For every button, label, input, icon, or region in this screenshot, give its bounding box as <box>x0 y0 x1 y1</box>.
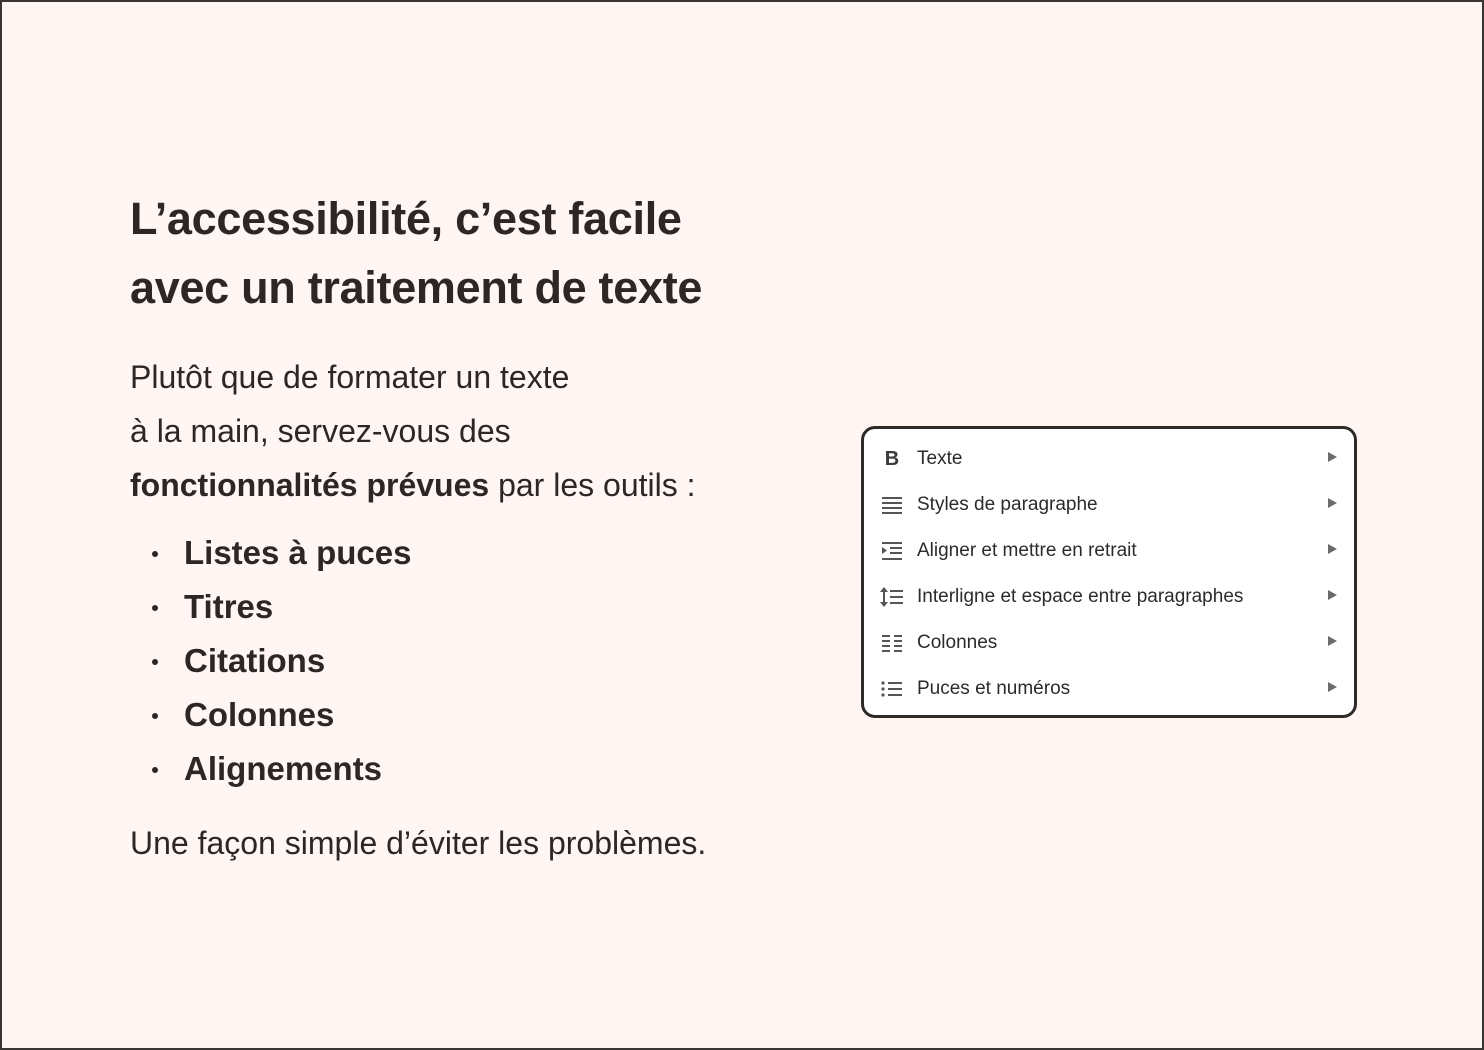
columns-icon <box>880 631 904 655</box>
list-item-label: Listes à puces <box>184 534 412 571</box>
indent-icon <box>880 539 904 563</box>
bold-icon: B <box>884 447 900 470</box>
list-item-label: Citations <box>184 642 326 679</box>
bullet-dot-icon <box>152 659 158 665</box>
list-item <box>130 742 810 796</box>
list-item-label: Colonnes <box>184 696 335 733</box>
list-item-label: Titres <box>184 588 274 625</box>
bullet-dot-icon <box>152 767 158 773</box>
list-item <box>130 634 810 688</box>
menu-item-aligner[interactable] <box>864 528 1354 574</box>
bullet-dot-icon <box>152 605 158 611</box>
bullet-dot-icon <box>152 551 158 557</box>
menu-item-label: Styles de paragraphe <box>917 494 1098 515</box>
feature-list <box>130 526 810 796</box>
menu-item-label: Colonnes <box>917 632 998 653</box>
title-line-1: L’accessibilité, c’est facile <box>130 193 682 244</box>
intro-paragraph <box>130 350 810 512</box>
intro-line-3-rest: par les outils : <box>489 467 696 503</box>
intro-line-3 <box>130 458 810 512</box>
intro-emphasis: fonctionnalités prévues <box>130 467 490 503</box>
submenu-arrow-icon <box>1328 682 1337 692</box>
menu-item-label: Interligne et espace entre paragraphes <box>917 586 1244 607</box>
line-spacing-icon <box>880 585 904 609</box>
menu-item-label: Texte <box>917 448 963 469</box>
page-title <box>130 184 810 322</box>
menu-item-puces-et-numeros[interactable] <box>864 666 1354 712</box>
intro-line-2: à la main, servez-vous des <box>130 413 511 449</box>
content-column <box>130 184 810 870</box>
intro-line-1: Plutôt que de formater un texte <box>130 359 570 395</box>
submenu-arrow-icon <box>1328 544 1337 554</box>
title-line-2: avec un traitement de texte <box>130 262 703 313</box>
format-menu <box>861 426 1357 718</box>
menu-item-label: Aligner et mettre en retrait <box>917 540 1137 561</box>
bulleted-list-icon <box>880 677 904 701</box>
bullet-dot-icon <box>152 713 158 719</box>
submenu-arrow-icon <box>1328 452 1337 462</box>
list-item <box>130 526 810 580</box>
list-item <box>130 688 810 742</box>
menu-item-interligne[interactable] <box>864 574 1354 620</box>
menu-item-styles-de-paragraphe[interactable] <box>864 482 1354 528</box>
menu-item-label: Puces et numéros <box>917 678 1071 699</box>
menu-item-colonnes[interactable] <box>864 620 1354 666</box>
submenu-arrow-icon <box>1328 590 1337 600</box>
submenu-arrow-icon <box>1328 498 1337 508</box>
paragraph-styles-icon <box>880 493 904 517</box>
submenu-arrow-icon <box>1328 636 1337 646</box>
closing-sentence: Une façon simple d’éviter les problèmes. <box>130 825 707 861</box>
list-item <box>130 580 810 634</box>
list-item-label: Alignements <box>184 750 383 787</box>
menu-item-texte[interactable] <box>864 436 1354 482</box>
